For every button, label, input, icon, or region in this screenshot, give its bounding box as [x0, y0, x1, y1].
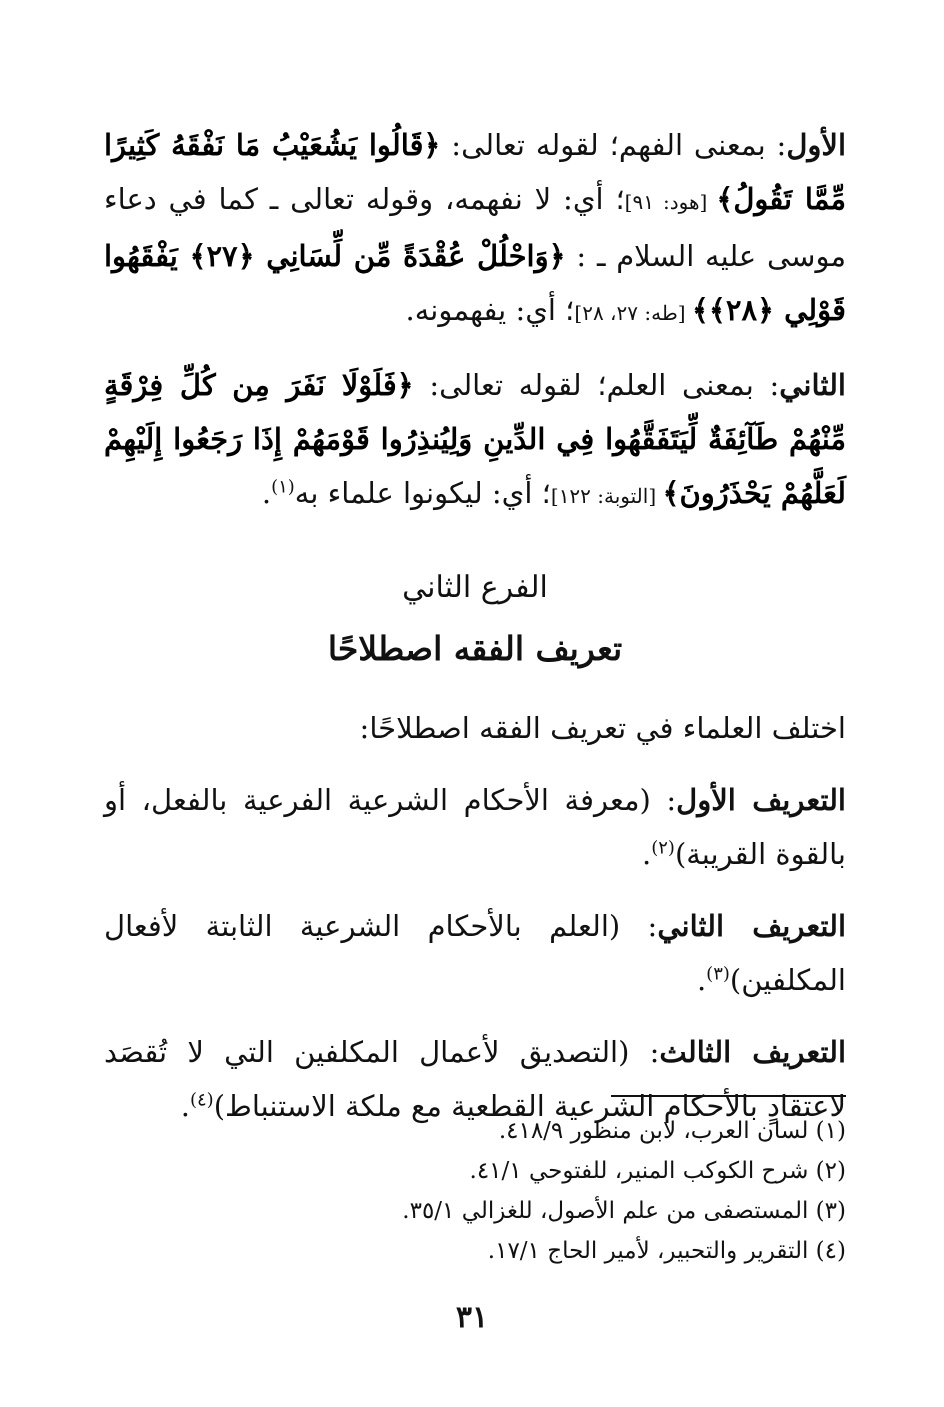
page-number: ٣١ — [455, 1300, 489, 1335]
intro-paragraph: اختلف العلماء في تعريف الفقه اصطلاحًا: — [359, 711, 846, 745]
paragraph-first-meaning — [104, 118, 846, 340]
paragraph-text: ؛ أي: ليكونوا علماء به — [294, 476, 551, 510]
footnote-divider — [611, 1095, 846, 1097]
footnote-marker[interactable]: (٢) — [651, 837, 675, 859]
quran-verse: ﴿قَالُوا يَشُعَيْبُ مَا نَفْقَهُ كَثِيرًا مِّمَّا تَقُولُ﴾ — [104, 128, 846, 216]
footnote-item: (٤) التقرير والتحبير، لأمير الحاج ١٧/١. — [487, 1238, 846, 1264]
footnote-marker[interactable]: (٤) — [189, 1089, 214, 1111]
footnote-item: (١) لسان العرب، لابن منظور ٤١٨/٩. — [498, 1118, 846, 1144]
paragraph-text: ؛ أي: يفهمونه. — [405, 293, 575, 327]
paragraph-text: . — [261, 476, 272, 510]
definition-text: : (التصديق لأعمال المكلفين التي لا تُقصَد لاعتقادٍ بالأحكام الشرعية القطعية مع ملكة الاستنباط) — [104, 1035, 846, 1123]
footnote-marker[interactable]: (٣) — [706, 963, 730, 985]
footnote-item: (٢) شرح الكوكب المنير، للفتوحي ٤١/١. — [469, 1158, 846, 1184]
verse-reference: [طه: ٢٧، ٢٨] — [574, 301, 692, 325]
footnote-item: (٣) المستصفى من علم الأصول، للغزالي ٣٥/١. — [402, 1198, 846, 1224]
verse-reference: [هود: ٩١] — [624, 190, 717, 214]
footnotes — [104, 1095, 846, 1271]
definition-term: التعريف الأول — [676, 783, 846, 817]
definition-text: : (معرفة الأحكام الشرعية الفرعية بالفعل، أو بالقوة القريبة) — [104, 783, 846, 871]
term-second: الثاني — [779, 368, 846, 402]
definition-term: التعريف الثاني — [657, 909, 847, 943]
definition-end: . — [696, 963, 707, 997]
term-first: الأول — [786, 128, 846, 162]
definition-text: : (العلم بالأحكام الشرعية الثابتة لأفعال المكلفين) — [104, 909, 846, 997]
paragraph-second-meaning — [104, 358, 846, 523]
paragraph-text: : بمعنى العلم؛ لقوله تعالى: — [413, 368, 780, 402]
definition-second — [104, 899, 846, 1007]
definition-end: . — [641, 837, 652, 871]
verse-reference: [التوبة: ١٢٢] — [550, 484, 663, 508]
paragraph-text: : بمعنى الفهم؛ لقوله تعالى: — [440, 128, 787, 162]
paragraph-text: ؛ أي: لا نفهمه، وقوله تعالى ـ كما في دعاء موسى عليه السلام ـ : — [104, 182, 846, 273]
section-label: الفرع الثاني — [402, 570, 548, 605]
definition-end: . — [180, 1089, 190, 1123]
footnote-marker[interactable]: (١) — [271, 476, 295, 498]
definition-term: التعريف الثالث — [659, 1035, 846, 1069]
quran-verse: ﴿وَاحْلُلْ عُقْدَةً مِّن لِّسَانِي ﴿٢٧﴾ يَفْقَهُوا قَوْلِي ﴿٢٨﴾﴾ — [104, 239, 846, 327]
section-title: تعريف الفقه اصطلاحًا — [327, 629, 623, 668]
definition-first — [104, 773, 846, 881]
quran-verse: ﴿فَلَوْلَا نَفَرَ مِن كُلِّ فِرْقَةٍ مِّنْهُمْ طَآئِفَةٌ لِّيَتَفَقَّهُوا فِي الدِّينِ وَلِيُنذِرُوا قَوْمَهُمْ إِذَا رَجَعُوا إِلَيْهِمْ لَعَلَّهُمْ يَحْذَرُونَ﴾ — [104, 368, 846, 510]
main-text — [104, 118, 846, 1151]
